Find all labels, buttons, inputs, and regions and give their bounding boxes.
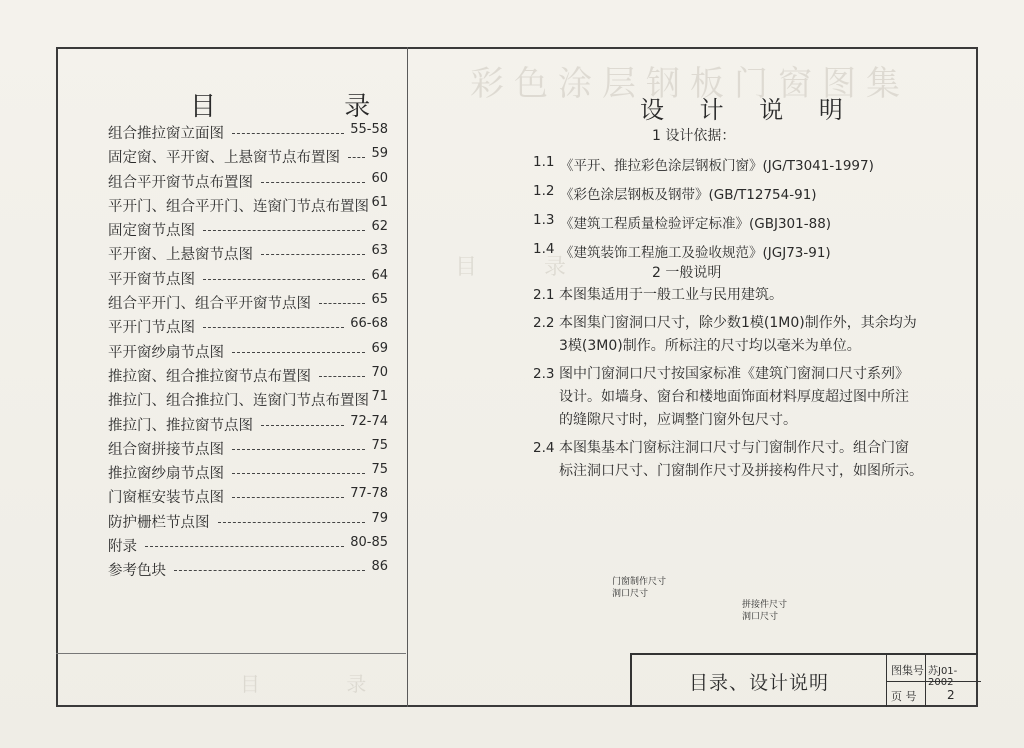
- toc-item-page: 55-58: [350, 122, 388, 137]
- toc-item: [108, 219, 388, 243]
- page-number-label: 页 号: [891, 690, 917, 703]
- basis-text: 《彩色涂层钢板及钢带》(GB/T12754-91): [560, 187, 817, 203]
- toc-item: [108, 389, 388, 413]
- toc-item: [108, 316, 388, 340]
- toc-leader-line: [232, 352, 365, 353]
- toc-leader-line: [348, 157, 365, 158]
- toc-item-page: 59: [371, 146, 388, 162]
- section-general-notes: 2 一般说明: [652, 265, 722, 281]
- toc-item-label: 防护栅栏节点图: [108, 514, 210, 531]
- toc-leader-line: [203, 279, 365, 280]
- toc-item-page: 61: [371, 194, 388, 210]
- toc-item-label: 参考色块: [108, 563, 166, 580]
- toc-item-label: 组合窗拼接节点图: [108, 441, 224, 458]
- notes-title: 设 计 说 明: [640, 96, 857, 124]
- toc-item: [108, 268, 388, 292]
- basis-number: 1.4: [533, 241, 555, 257]
- toc-item: [108, 438, 388, 462]
- note-number: 2.1: [533, 287, 555, 303]
- note-line: 3模(3M0)制作。所标注的尺寸均以毫米为单位。: [559, 338, 861, 354]
- toc-item-label: 组合平开门、组合平开窗节点图: [108, 296, 311, 313]
- note-line: 本图集适用于一般工业与民用建筑。: [559, 287, 783, 303]
- toc-leader-line: [319, 303, 365, 304]
- toc-item-page: 71: [371, 389, 388, 405]
- toc-item-label: 固定窗、平开窗、上悬窗节点布置图: [108, 150, 340, 167]
- toc-item: [108, 292, 388, 316]
- note-line: 图中门窗洞口尺寸按国家标准《建筑门窗洞口尺寸系列》: [559, 366, 909, 382]
- toc-item-label: 组合平开窗节点布置图: [108, 174, 253, 191]
- label-opening-size-2: 洞口尺寸: [742, 612, 779, 622]
- toc-leader-line: [232, 449, 365, 450]
- toc-item-label: 组合推拉窗立面图: [108, 126, 224, 142]
- toc-item-page: 66-68: [350, 316, 388, 332]
- toc-leader-line: [319, 376, 365, 377]
- toc-item-label: 附录: [108, 539, 137, 556]
- note-number: 2.4: [533, 440, 555, 456]
- label-joint-size: 拼接件尺寸: [742, 600, 788, 610]
- note-line: 的缝隙尺寸时，应调整门窗外包尺寸。: [559, 412, 797, 428]
- toc-leader-line: [174, 570, 365, 571]
- toc-leader-line: [203, 327, 344, 328]
- toc-item-page: 65: [371, 292, 388, 308]
- toc-item-label: 门窗框安装节点图: [108, 490, 224, 507]
- toc-item: [108, 559, 388, 583]
- basis-text: 《平开、推拉彩色涂层钢板门窗》(JG/T3041-1997): [560, 158, 874, 174]
- bleed-through-footer: 目 录: [240, 672, 407, 696]
- toc-item-page: 69: [371, 340, 388, 356]
- toc-item-label: 推拉门、推拉窗节点图: [108, 417, 253, 434]
- toc-leader-line: [145, 546, 344, 547]
- toc-leader-line: [232, 133, 344, 134]
- toc-item: [108, 365, 388, 389]
- basis-number: 1.3: [533, 212, 555, 228]
- toc-item: [108, 243, 388, 267]
- toc-item-label: 推拉窗纱扇节点图: [108, 466, 224, 483]
- toc-leader-line: [261, 254, 365, 255]
- toc-leader-line: [218, 522, 365, 523]
- toc-item: [108, 146, 388, 170]
- toc-item-label: 平开门、组合平开门、连窗门节点布置图: [108, 198, 369, 215]
- atlas-number: 苏J01-2002: [928, 666, 958, 688]
- label-fabrication-size: 门窗制作尺寸: [612, 577, 667, 587]
- note-line: 标注洞口尺寸、门窗制作尺寸及拼接构件尺寸，如图所示。: [559, 463, 923, 479]
- toc-item-page: 79: [371, 510, 388, 526]
- toc-item-page: 64: [371, 267, 388, 283]
- toc-item-page: 72-74: [350, 413, 388, 429]
- toc-item-label: 平开窗纱扇节点图: [108, 344, 224, 361]
- section-design-basis: 1 设计依据：: [652, 128, 736, 144]
- toc-leader-line: [203, 230, 365, 231]
- title-block-grid: [886, 655, 981, 707]
- basis-number: 1.1: [533, 154, 555, 170]
- toc-title: 目 录: [190, 92, 431, 122]
- toc-leader-line: [261, 182, 365, 183]
- toc-item: [108, 171, 388, 195]
- note-line: 本图集基本门窗标注洞口尺寸与门窗制作尺寸。组合门窗: [559, 440, 909, 456]
- basis-text: 《建筑装饰工程施工及验收规范》(JGJ73-91): [560, 245, 831, 261]
- basis-number: 1.2: [533, 183, 555, 199]
- toc-item: [108, 341, 388, 365]
- toc-leader-line: [232, 473, 365, 474]
- toc-item-label: 推拉窗、组合推拉窗节点布置图: [108, 368, 311, 385]
- toc-item-label: 推拉门、组合推拉门、连窗门节点布置图: [108, 393, 369, 410]
- toc-item-page: 77-78: [350, 486, 388, 502]
- toc-item: [108, 535, 388, 559]
- toc-item: [108, 486, 388, 510]
- toc-item-label: 平开门节点图: [108, 320, 195, 337]
- toc-item-page: 75: [371, 437, 388, 453]
- page-number: 2: [947, 688, 955, 702]
- toc-list: [108, 122, 388, 584]
- atlas-number-label: 图集号: [891, 664, 924, 677]
- toc-item: [108, 195, 388, 219]
- toc-leader-line: [232, 497, 344, 498]
- toc-item: [108, 462, 388, 486]
- toc-item-page: 63: [371, 243, 388, 259]
- stamp-area: [56, 653, 406, 708]
- bleed-through-heading: 目 录: [455, 255, 596, 280]
- toc-item-page: 62: [371, 219, 388, 235]
- toc-item-page: 60: [371, 170, 388, 186]
- note-number: 2.2: [533, 315, 555, 331]
- toc-item: [108, 414, 388, 438]
- toc-item-page: 80-85: [350, 535, 388, 551]
- toc-item: [108, 122, 388, 146]
- note-number: 2.3: [533, 366, 555, 382]
- toc-item-label: 平开窗节点图: [108, 271, 195, 288]
- note-line: 设计。如墙身、窗台和楼地面饰面材料厚度超过图中所注: [559, 389, 909, 405]
- title-block: [630, 653, 978, 707]
- toc-leader-line: [261, 425, 344, 426]
- label-opening-size: 洞口尺寸: [612, 589, 649, 599]
- column-divider: [407, 47, 408, 707]
- toc-item-page: 86: [371, 559, 388, 575]
- toc-item-label: 平开窗、上悬窗节点图: [108, 247, 253, 264]
- toc-item-page: 70: [371, 364, 388, 380]
- toc-item: [108, 511, 388, 535]
- toc-item-page: 75: [371, 462, 388, 478]
- basis-text: 《建筑工程质量检验评定标准》(GBJ301-88): [560, 216, 832, 232]
- note-line: 本图集门窗洞口尺寸，除少数1模(1M0)制作外，其余均为: [559, 315, 917, 331]
- title-block-title: 目录、设计说明: [688, 671, 829, 694]
- toc-item-label: 固定窗节点图: [108, 223, 195, 240]
- bleed-through-title: 彩色涂层钢板门窗图集: [470, 64, 910, 104]
